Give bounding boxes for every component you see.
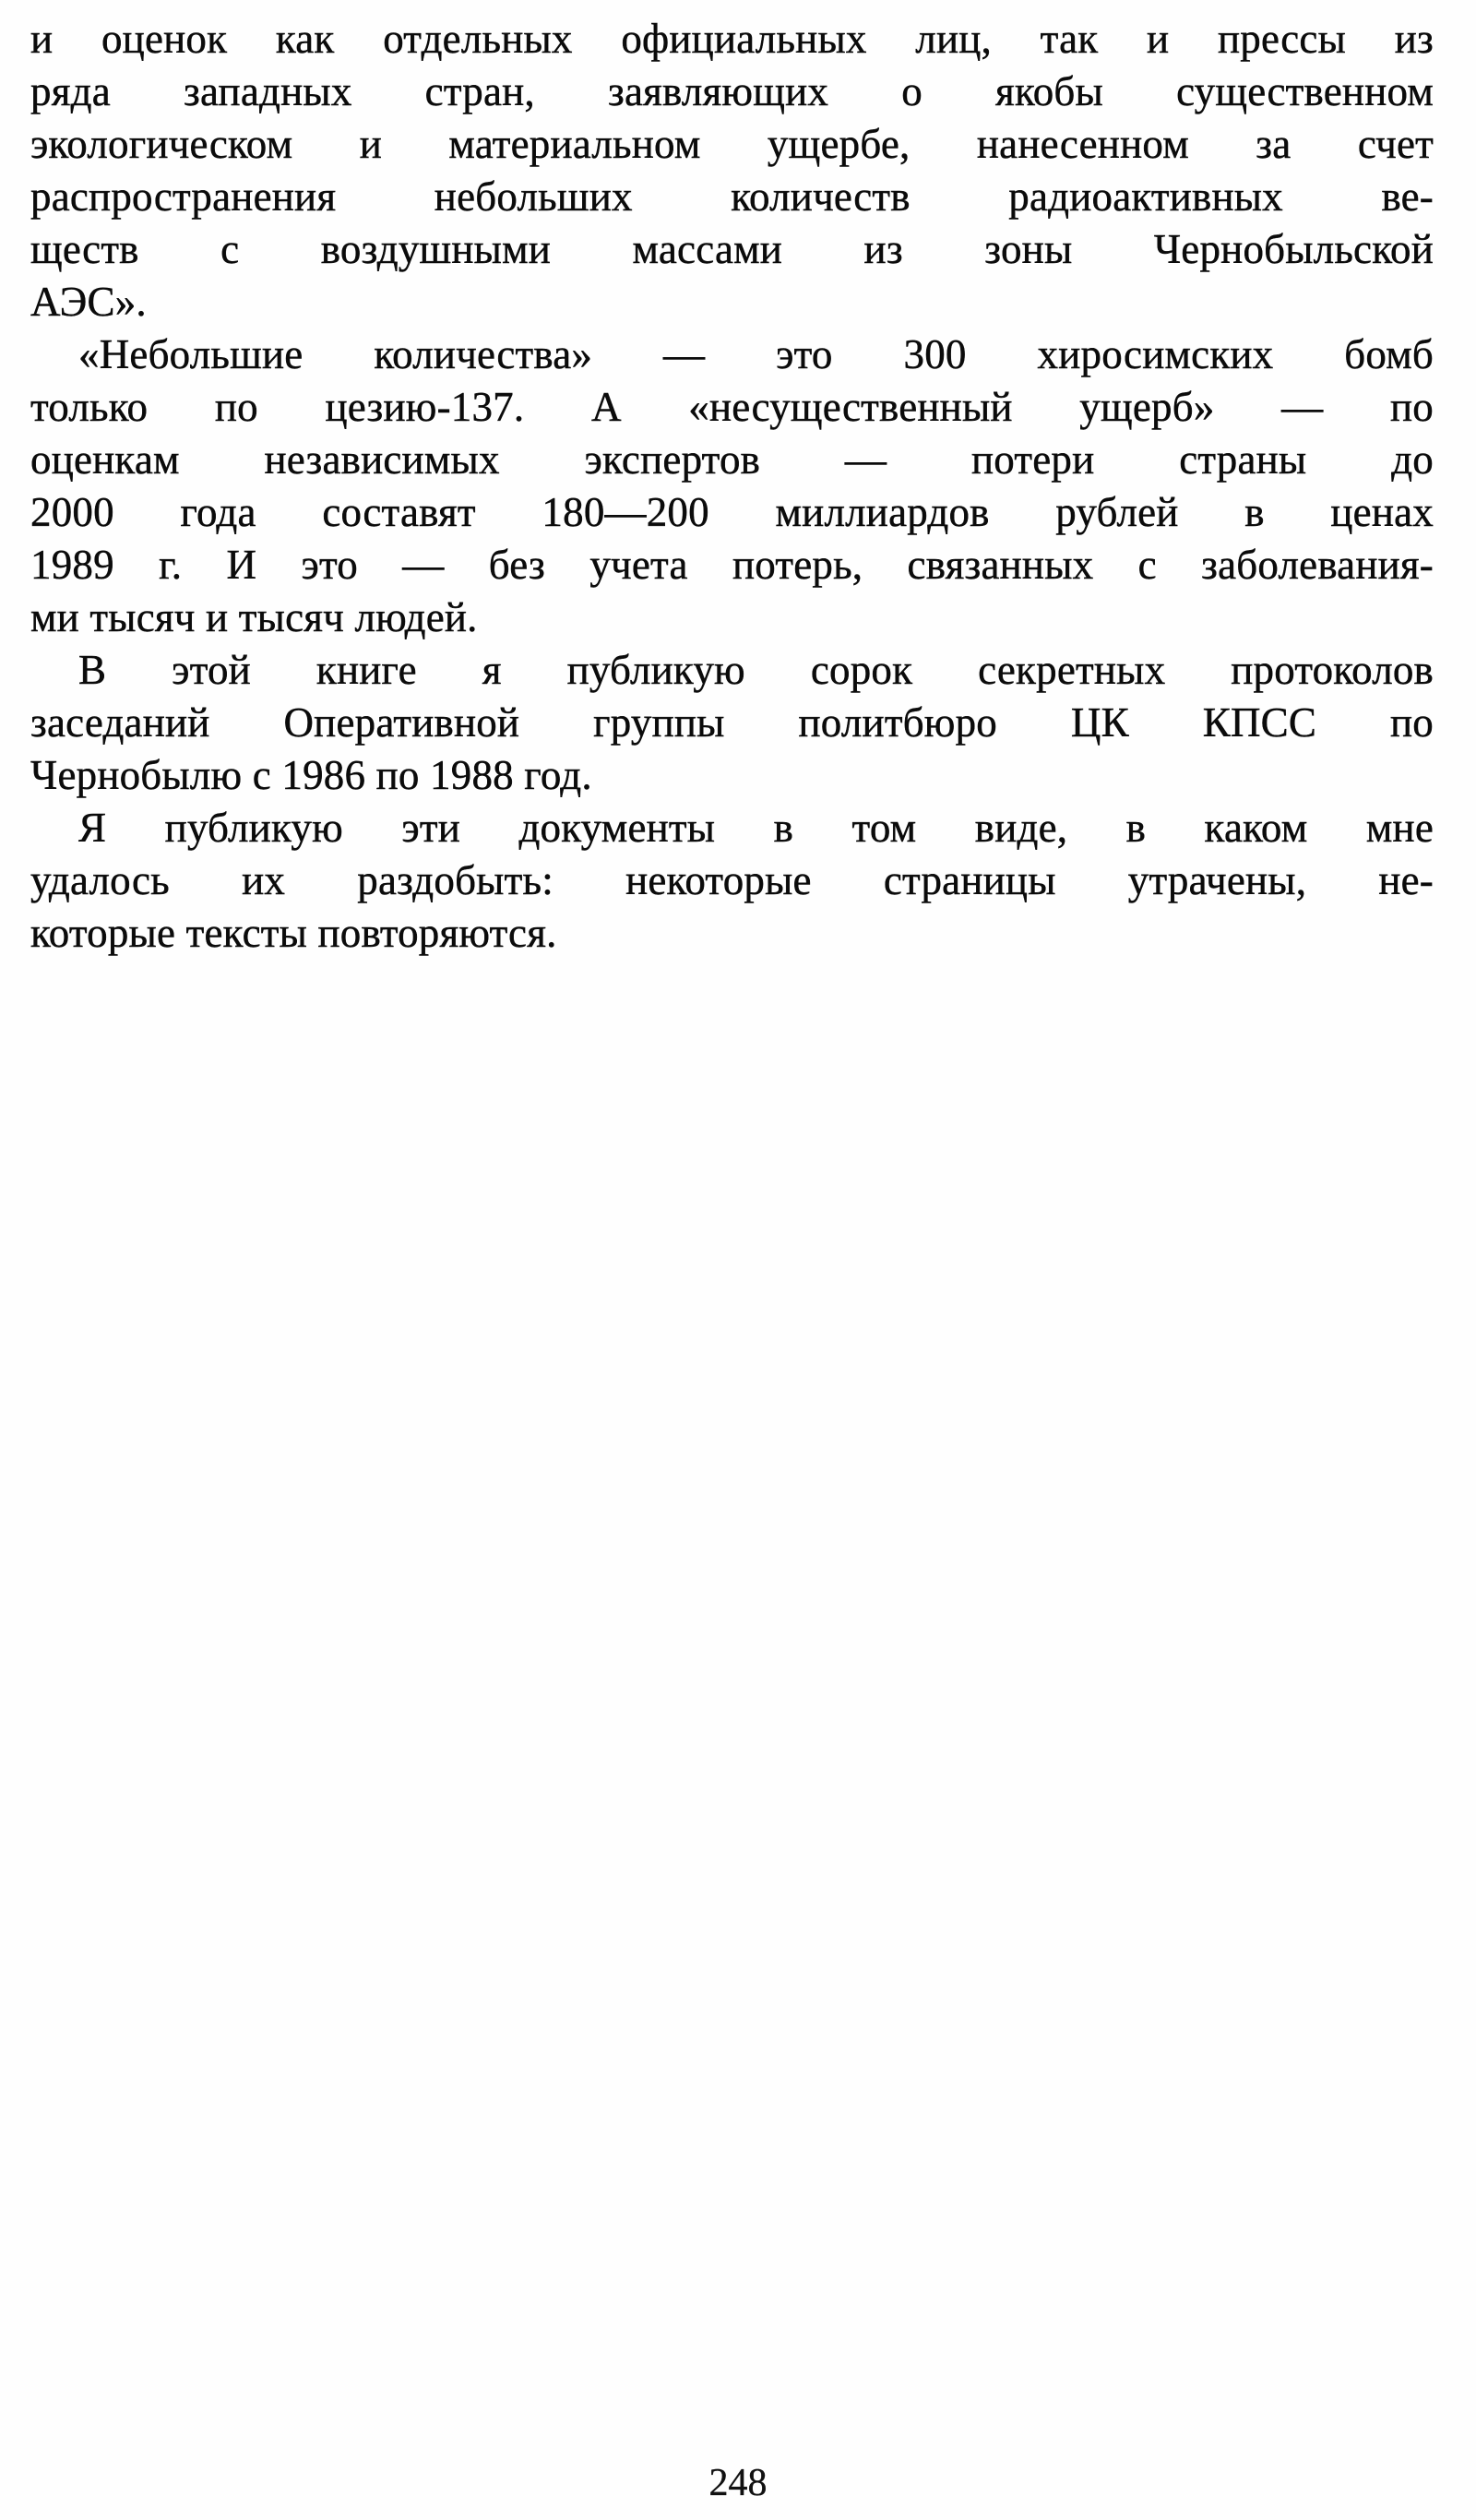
text-line: экологическом и материальном ущербе, нанесенном за счет (30, 121, 1434, 167)
text-line: АЭС». (30, 279, 147, 325)
page-text-block (30, 13, 1434, 960)
text-line: «Небольшие количества» — это 300 хиросимских бомб (78, 331, 1434, 377)
text-line: В этой книге я публикую сорок секретных протоколов (78, 647, 1434, 693)
text-line: оценкам независимых экспертов — потери страны до (30, 436, 1434, 483)
text-line: Чернобылю с 1986 по 1988 год. (30, 752, 592, 798)
paragraph (30, 644, 1434, 802)
text-line: и оценок как отдельных официальных лиц, так и прессы из (30, 16, 1434, 62)
text-line: которые тексты повторяются. (30, 910, 557, 956)
text-line: ми тысяч и тысяч людей. (30, 594, 478, 640)
text-line: Я публикую эти документы в том виде, в каком мне (78, 805, 1434, 851)
paragraph (30, 13, 1434, 328)
text-line: 2000 года составят 180—200 миллиардов рублей в ценах (30, 489, 1434, 535)
text-line: только по цезию-137. А «несущественный ущерб» — по (30, 384, 1434, 430)
text-line: удалось их раздобыть: некоторые страницы утрачены, не- (30, 857, 1434, 903)
page-number: 248 (708, 2462, 768, 2504)
text-line: 1989 г. И это — без учета потерь, связанных с заболевания- (30, 542, 1434, 588)
text-line: ряда западных стран, заявляющих о якобы существенном (30, 68, 1434, 114)
paragraph (30, 328, 1434, 644)
paragraph (30, 802, 1434, 960)
text-line: распространения небольших количеств радиоактивных ве- (30, 173, 1434, 220)
text-line: заседаний Оперативной группы политбюро ЦК КПСС по (30, 699, 1434, 746)
text-line: ществ с воздушными массами из зоны Чернобыльской (30, 226, 1434, 272)
